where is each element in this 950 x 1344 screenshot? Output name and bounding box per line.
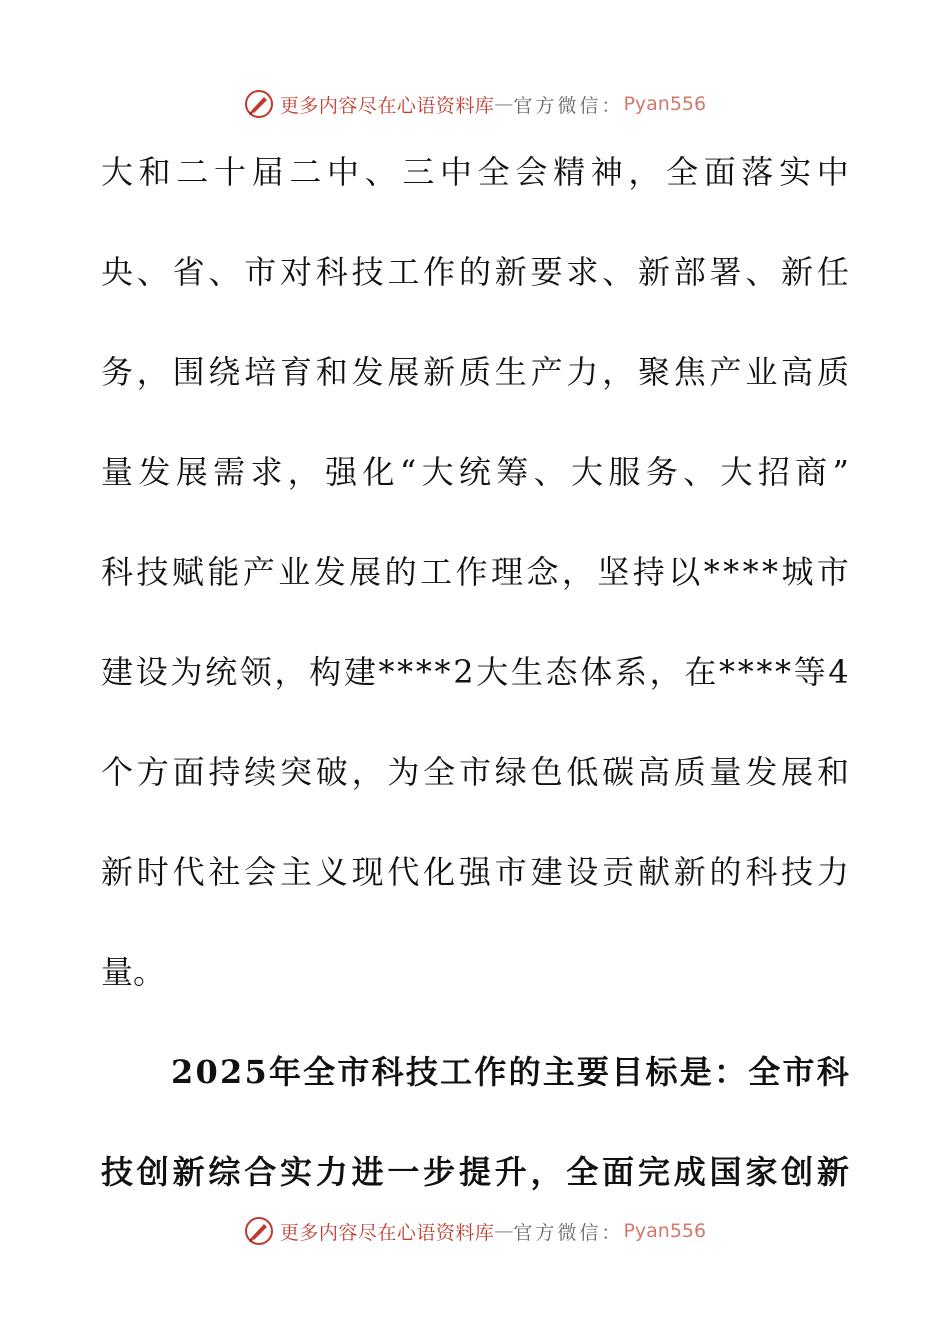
watermark-id: Pyan556 <box>623 93 707 115</box>
watermark-label: 官方微信： <box>513 94 624 117</box>
watermark-brand: 更多内容尽在心语资料库 <box>279 94 495 117</box>
watermark-id: Pyan556 <box>623 1220 707 1242</box>
quill-logo-icon <box>244 89 274 119</box>
text-line: 央 、 省 、 市 对 科 技 工 作 的 新 要 求 、 新 部 署 、 新 任 <box>101 253 849 291</box>
document-body <box>101 140 849 1240</box>
watermark-label: 官方微信： <box>513 1221 624 1244</box>
bold-text-line: 技 创 新 综 合 实 力 进 一 步 提 升 ， 全 面 完 成 国 家 创 新 <box>101 1153 849 1191</box>
text-line: 新 时 代 社 会 主 义 现 代 化 强 市 建 设 贡 献 新 的 科 技 力 <box>101 853 849 891</box>
text-line: 科 技 赋 能 产 业 发 展 的 工 作 理 念 ， 坚 持 以 * * * * 城 市 <box>101 553 849 591</box>
watermark-header <box>0 84 950 124</box>
paragraph-1 <box>101 140 849 1040</box>
watermark-dash: — <box>494 1220 514 1242</box>
text-line: 量 发 展 需 求 ， 强 化 “ 大 统 筹 、 大 服 务 、 大 招 商 ” <box>101 453 849 491</box>
text-line: 量。 <box>101 953 166 991</box>
watermark-brand: 更多内容尽在心语资料库 <box>279 1221 495 1244</box>
watermark-footer <box>0 1211 950 1251</box>
text-line: 建 设 为 统 领 ， 构 建 * * * * 2 大 生 态 体 系 ， 在 * * * * 等 4 <box>101 653 849 691</box>
text-line: 大 和 二 十 届 二 中 、 三 中 全 会 精 神 ， 全 面 落 实 中 <box>101 153 849 191</box>
watermark-dash: — <box>494 93 514 115</box>
text-line: 个 方 面 持 续 突 破 ， 为 全 市 绿 色 低 碳 高 质 量 发 展 和 <box>101 753 849 791</box>
paragraph-2 <box>101 1040 849 1240</box>
bold-text-line: 2 0 2 5 年 全 市 科 技 工 作 的 主 要 目 标 是 ： 全 市 科 <box>171 1053 849 1091</box>
quill-logo-icon <box>244 1216 274 1246</box>
text-line: 务 ， 围 绕 培 育 和 发 展 新 质 生 产 力 ， 聚 焦 产 业 高 质 <box>101 353 849 391</box>
